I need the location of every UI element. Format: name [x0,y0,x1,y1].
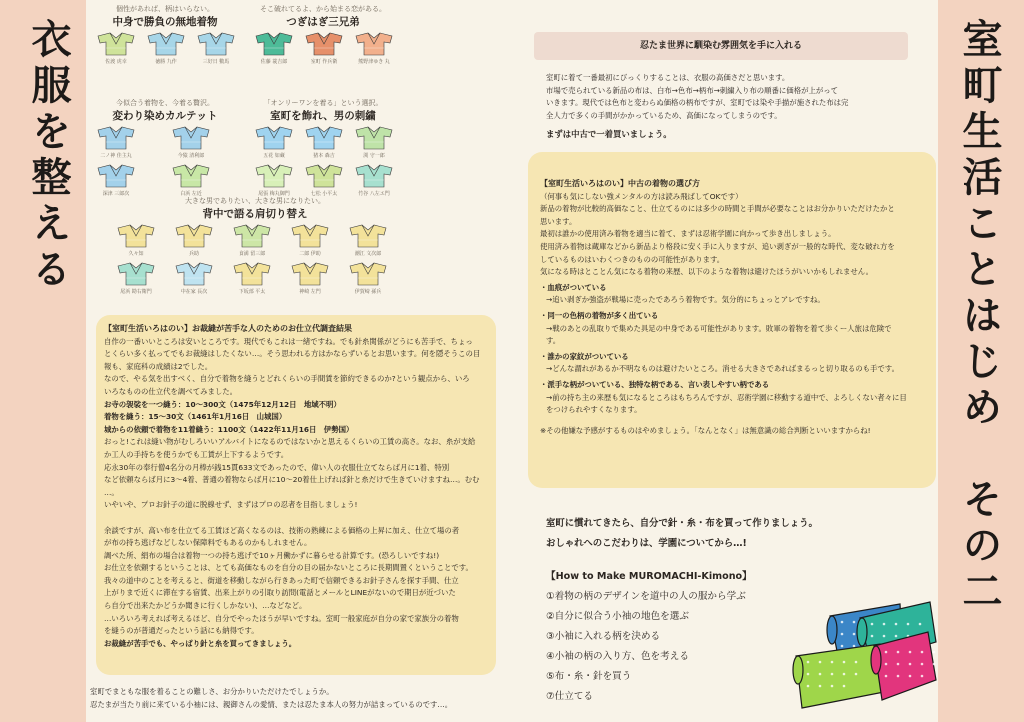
cloth-dot [853,621,856,624]
kimono-caption: 伊賀崎 孫兵 [354,289,382,295]
kimono-thumbnail [96,32,136,65]
kimono-thumbnail [290,262,330,295]
point-text: →戦のあとの乱取りで集めた具足の中身である可能性があります。敗軍の着物を着て歩くー人旅は危険で す。 [546,323,892,346]
tailoring-cost-line: 上がりまで近くに滞在する宿賃、出来上がりの引取り訪問(電話とメールとLINEがないので期日が近づいた [104,588,456,598]
section-heading: 忍たま世界に馴染む雰囲気を手に入れる [534,32,908,60]
gallery-group-title [90,4,240,29]
how-to-step: ⑤布・糸・針を買う [546,671,632,682]
used-kimono-line: しているものはいわくつきのものの可能性があります。 [540,254,725,264]
intro-line: 市場で売られている新品の布は、白布→色布→柄布→刺繍入り布の順番に価格が上がって [546,85,839,95]
kimono-thumbnail [232,262,272,295]
bottom-note-line: 忍たまが当たり前に来ている小袖には、親御さんの愛情、または忍たま本人の努力が詰まっているのです…。 [90,699,453,709]
cloth-dot [933,663,936,666]
used-kimono-note: ※その他嫌な予感がするものはやめましょう。「なんとなく」は無意識の総合判断といいますからね! [540,425,871,435]
tailoring-cost-title: 【室町生活いろはのい】お裁縫が苦手な人のためのお仕立代調査結果 [104,324,352,333]
tailoring-cost-lines [104,336,488,651]
cloth-dot [807,661,810,664]
cloth-dot [897,675,900,678]
used-kimono-content [540,178,926,437]
bottom-note-line: 室町でまともな服を着ることの難しさ、お分かりいただけたでしょうか。 [90,687,334,696]
used-kimono-line: （何事も気にしない強メンタルの方は読み飛ばしてOKです） [540,191,743,201]
gallery-group-title [248,98,398,123]
tailoring-cost-line: …。 [104,487,119,497]
kimono-thumbnail [304,126,344,159]
cloth-dot [853,645,856,648]
how-to-list [546,567,752,707]
cloth-roll-end [793,656,803,684]
gallery-group-heading: つぎはぎ三兄弟 [286,16,360,28]
point-text: →追い剥ぎか強盗が戦場に売ったであろう着物です。気分的にちょっとアレですね。 [546,295,825,305]
intro-line: いきます。現代では色布と変わらぬ価格の柄布ですが、室町では染や手描が施された布は完 [546,98,849,108]
kimono-caption: 渕 守一郎 [363,153,385,159]
kimono-caption: 五花 如蔵 [263,153,285,159]
kimono-thumbnail [304,164,344,197]
kimono-thumbnail [348,262,388,295]
kimono-thumbnail [196,32,236,65]
tailoring-cost-line [104,512,488,525]
tailoring-cost-line: 自作の一番いいところは安いところです。現代でもこれは一緒ですね。でも針糸関係がどうにも苦手で、ちょっ [104,336,473,346]
cloth-roll-end [871,646,881,674]
how-to-step: ④小袖の柄の入り方、色を考える [546,651,689,662]
kimono-thumbnail [116,224,156,257]
used-kimono-title: 【室町生活いろはのい】中古の着物の選び方 [540,179,700,188]
tailoring-cost-line: とくらい多く払ってでもお裁縫はしたくない…。そう思われる方はかならずいるとお思います。何を隠そうこの目 [104,349,481,359]
used-kimono-lines [540,191,926,279]
kimono-caption: 深津 三郎次 [102,191,130,197]
cloth-roll-end [827,616,837,644]
kimono-thumbnail [304,32,344,65]
cloth-rolls-illustration [790,596,940,718]
cloth-dot [885,663,888,666]
kimono-caption: 久々知 [128,251,144,257]
used-kimono-box [528,152,936,488]
cloth-dot [883,623,886,626]
cloth-dot [855,673,858,676]
tailoring-cost-line: お寺の袈裟を一つ縫う：10～300文（1475年12月12日 地域不明） [104,399,341,409]
cloth-dot [843,661,846,664]
kimono-thumbnail [348,224,388,257]
used-kimono-line: 新品の着物が比較的高価なこと、仕立てるのには多少の時間と手間が必要なことはお分かりいただけたかと [540,204,895,214]
tailoring-cost-line: …いろいろ考えれば考えるほど、自分でやったほうが早いですね。室町一般家庭が自分の家で家族分の着物 [104,613,459,623]
kimono-thumbnail [354,164,394,197]
how-to-title: 【How to Make MUROMACHI-Kimono】 [546,571,752,582]
gallery-group-subtitle: 個性があれば、柄はいらない。 [116,5,214,13]
cloth-dot [909,651,912,654]
intro-text [546,72,916,141]
tailoring-cost-line: か工人の手持ちを使うかでも工賃が上下するようです。 [104,449,289,459]
right-vertical-title: 室町生活ことはじめ その二 [956,18,1003,616]
cloth-dot [921,651,924,654]
kimono-caption: 食満 留三郎 [238,251,266,257]
cloth-dot [843,685,846,688]
kimono-caption: 徳勝 九作 [155,59,177,65]
cloth-dot [909,675,912,678]
used-kimono-line: 使用済み着物は蔵庫などから新品より格段に安く手に入りますが、追い剥ぎが一般的な時代、変な破れ方を [540,241,895,251]
tailoring-cost-line: 応永30年の奉行僧4名分の月棒が銭15貫633文であったので、偉い人の衣服仕立てならば月に1着、特別 [104,462,450,472]
gallery-group-title [248,4,398,29]
kimono-caption: 猪本 森吉 [313,153,335,159]
closing-line: 室町に慣れてきたら、自分で針・糸・布を買って作りましょう。 [546,518,818,529]
cloth-dot [841,633,844,636]
how-to-step: ③小袖に入れる柄を決める [546,631,661,642]
cloth-dot [871,623,874,626]
kimono-thumbnail [96,126,136,159]
used-kimono-line: 思います。 [540,216,577,226]
kimono-thumbnail [232,224,272,257]
gallery-group-subtitle: 「オンリーワンを着る」という選択。 [263,99,383,107]
cloth-dot [841,621,844,624]
tailoring-cost-line: なので、やる気を出すべく、自分で着物を縫うとどれくらいの手間賃を節約できるのか?という観点から、いろ [104,374,470,384]
gallery-group-heading: 背中で語る肩切り替え [202,208,308,220]
kimono-thumbnail [171,126,211,159]
cloth-dot [919,623,922,626]
cloth-dot [895,623,898,626]
kimono-caption: 二ノ神 佳主丸 [100,153,132,159]
gallery-group-subtitle: 大きな男でありたい、大きな男になりたい。 [185,197,325,205]
tailoring-cost-line: 余談ですが、高い布を仕立てる工賃ほど高くなるのは、技術の熟練による価格の上昇に加え、仕立て場の者 [104,525,460,535]
gallery-group-title [110,196,400,221]
kimono-caption: 三好日 數馬 [202,59,230,65]
tailoring-cost-line: 着物を縫う：15～30文（1461年1月16日 山城国） [104,412,287,422]
closing-text [546,514,916,554]
cloth-dot [855,661,858,664]
cloth-dot [933,651,936,654]
cloth-dot [907,623,910,626]
cloth-dot [897,651,900,654]
kimono-thumbnail [254,32,294,65]
tailoring-cost-line: いやいや、プロお針子の道に脱線せず、まずはプロの忍者を目指しましょう! [104,500,358,510]
gallery-group-heading: 変わり染めカルテット [112,110,218,122]
kimono-caption: 神崎 左門 [299,289,321,295]
gallery-group-title [90,98,240,123]
how-to-steps [546,587,752,707]
point-heading: ・誰かの家紋がついている [540,351,629,361]
cloth-dot [831,685,834,688]
tailoring-cost-content [104,323,488,650]
point-text: →前の持ち主の来歴も気になるところはもちろんですが、忍術学園に移動する道中で、よろしくない者々に目 をつけられやすくなります。 [546,392,907,415]
cloth-dot [841,645,844,648]
gallery-group-heading: 中身で勝負の無地着物 [112,16,218,28]
kimono-thumbnail [290,224,330,257]
intro-line: 全人力で多くの手間がかかっているため、高価になってしまうのです。 [546,110,782,120]
kimono-caption: 佐渡 虎幸 [105,59,127,65]
kimono-thumbnail [171,164,211,197]
kimono-caption: 尾浜 勘右衛門 [120,289,152,295]
kimono-caption: 兵助 [188,251,199,257]
tailoring-cost-line: 報も、家庭科の成績は2でした。 [104,361,213,371]
point-heading: ・血痕がついている [540,282,607,292]
kimono-thumbnail [354,126,394,159]
tailoring-cost-line: お裁縫が苦手でも、やっぱり針と糸を買ってきましょう。 [104,638,297,648]
tailoring-cost-line: 城からの依頼で着物を11着縫う：1100文（1422年11月16日 伊勢国） [104,424,354,434]
kimono-caption: 下坂部 平太 [238,289,266,295]
tailoring-cost-line: が布の持ち逃げなどしない保障料でもあるのかもしれません。 [104,538,312,548]
kimono-thumbnail [96,164,136,197]
kimono-caption: 七松 小平太 [310,191,338,197]
tailoring-cost-line: お仕立を依頼するということは、とても高価なものを自分の目の届かないところに長期間置くということです。 [104,563,473,573]
cloth-dot [871,635,874,638]
cloth-dot [807,673,810,676]
kimono-caption: 白浜 左近 [180,191,202,197]
tailoring-cost-line: ら自分で出来たかどうか聞きに行くしかない)、…などなど。 [104,601,307,611]
how-to-step: ⑦仕立てる [546,691,593,702]
kimono-thumbnail [116,262,156,295]
kimono-thumbnail [146,32,186,65]
cloth-roll-end [857,618,867,646]
kimono-caption: 佐藤 蓑吉郎 [260,59,288,65]
cloth-roll [796,644,884,708]
used-kimono-points [540,282,926,417]
tailoring-cost-line: 調べた所、絹布の場合は着物一つの持ち逃げで10ヶ月働かずに暮らせる計算です。(恐ろしいですね!) [104,550,440,560]
kimono-caption: 尾張 梅丸御門 [258,191,290,197]
kimono-thumbnail [254,126,294,159]
how-to-step: ②自分に似合う小袖の地色を選ぶ [546,611,689,622]
tailoring-cost-line: 我々の道中のことを考えると、街道を移動しながら行きあった町で信頼できるお針子さんを探す手間、仕立 [104,575,459,585]
kimono-thumbnail [254,164,294,197]
cloth-dot [819,685,822,688]
how-to-step: ①着物の柄のデザインを道中の人の服から学ぶ [546,591,746,602]
intro-line: 室町に着て一番最初にびっくりすることは、衣服の高価さだと思います。 [546,73,790,82]
cloth-dot [819,673,822,676]
cloth-dot [909,663,912,666]
point-heading: ・同一の色柄の着物が多く出ている [540,310,659,320]
bottom-left-note [90,686,505,711]
cloth-dot [897,663,900,666]
tailoring-cost-box [96,315,496,675]
closing-line: おしゃれへのこだわりは、学園についてから…! [546,538,747,549]
cloth-dot [883,635,886,638]
point-heading: ・派手な柄がついている、独特な柄である、言い表しやすい柄である [540,379,770,389]
kimono-caption: 今猿 清利郎 [177,153,205,159]
cloth-dot [921,675,924,678]
tailoring-cost-line: など依頼ならば月に3～4着、普通の着物ならば月に10～20着仕上げれば針と糸だけで生きていけますね…。むむ [104,475,480,485]
point-text: →どんな謂れがあるか不明なものは避けたいところ。消せる大きさであればまるっと切り取るのも手です。 [546,364,899,374]
kimono-thumbnail [174,224,214,257]
gallery-group-subtitle: そこ破れてるよ、から始まる恋がある。 [260,5,386,13]
tailoring-cost-line: いろなものの仕立代を調べてみました。 [104,386,238,396]
kimono-caption: 潮江 文次郎 [354,251,382,257]
cloth-dot [819,661,822,664]
kimono-thumbnail [354,32,394,65]
kimono-caption: 竹谷 八左エ門 [358,191,390,197]
cloth-dot [807,685,810,688]
tailoring-cost-line: を縫うのが普通だったという話にも納得です。 [104,626,259,636]
cloth-dot [831,673,834,676]
kimono-caption: 室町 作兵衛 [310,59,338,65]
cloth-dot [885,651,888,654]
kimono-caption: 中在家 長次 [180,289,208,295]
cloth-dot [843,673,846,676]
used-kimono-line: 気になる時はとことん気になる着物の来歴、以下のような着物は避けたほうがいいかもしれません。 [540,267,874,277]
intro-bold-line: まずは中古で一着買いましょう。 [546,129,672,140]
cloth-dot [921,663,924,666]
used-kimono-line: 最初は誰かの使用済み着物を適当に着て、まずは忍術学園に向かって歩き出しましょう。 [540,229,836,239]
tailoring-cost-line: おっと!これは縫い物がむしろいいアルバイトになるのではないかと思えるくらいの工賃の高さ。なお、糸が支給 [104,437,476,447]
cloth-dot [885,675,888,678]
gallery-group-heading: 室町を飾れ、男の刺繍 [270,110,376,122]
left-vertical-title: 衣服を整える [25,18,72,294]
cloth-dot [895,635,898,638]
kimono-thumbnail [174,262,214,295]
cloth-dot [853,633,856,636]
kimono-caption: 熊野津ゆき 丸 [358,59,390,65]
cloth-dot [831,661,834,664]
kimono-caption: 二郎 伊助 [299,251,321,257]
gallery-group-subtitle: 今似合う着物を、今着る贅沢。 [116,99,214,107]
